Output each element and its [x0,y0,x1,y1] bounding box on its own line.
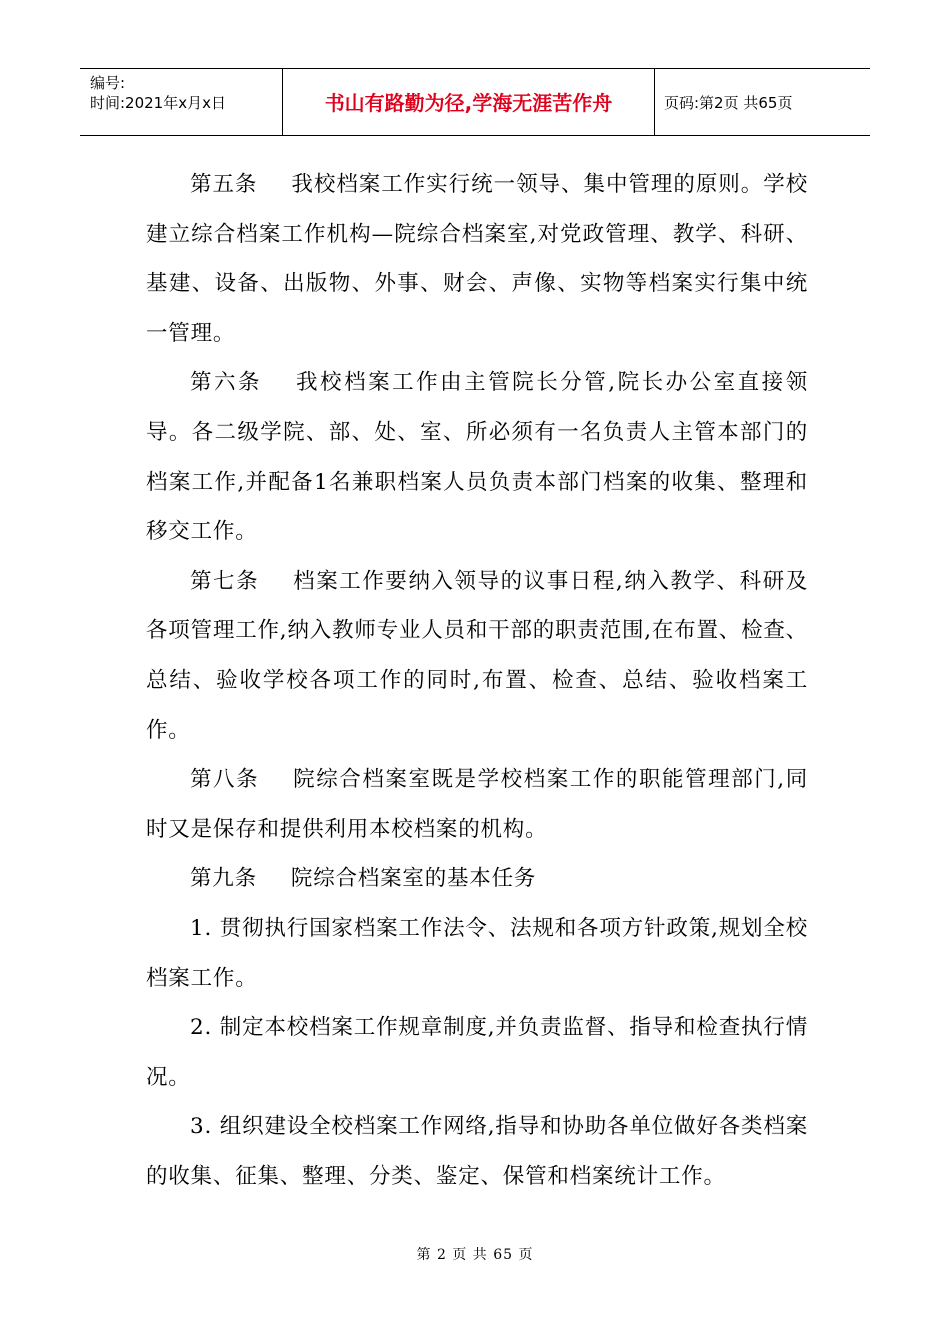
list-item-text: 3. 组织建设全校档案工作网络,指导和协助各单位做好各类档案的收集、征集、整理、分类、鉴定、保管和档案统计工作。 [146,1114,808,1189]
article-number: 第八条 [190,767,260,793]
header-divider [654,69,655,135]
paragraph [146,557,808,755]
header-meta [90,73,226,113]
article-number: 第五条 [190,172,258,197]
paragraph-text: 我校档案工作实行统一领导、集中管理的原则。学校建立综合档案工作机构—院综合档案室,对党政管理、教学、科研、基建、设备、出版物、外事、财会、声像、实物等档案实行集中统一管理。 [146,172,808,346]
document-number-label: 编号: [90,74,126,92]
document-body [146,160,808,1201]
header-motto: 书山有路勤为径,学海无涯苦作舟 [324,91,613,115]
list-item [146,1003,808,1102]
article-number: 第七条 [190,568,260,594]
document-date: 时间:2021年x月x日 [90,94,226,112]
page-header [80,68,870,136]
paragraph [146,160,808,358]
paragraph-text: 我校档案工作由主管院长分管,院长办公室直接领导。各二级学院、部、处、室、所必须有一名负责人主管本部门的档案工作,并配备1名兼职档案人员负责本部门档案的收集、整理和移交工作。 [146,370,808,545]
article-number: 第九条 [190,866,257,892]
paragraph [146,755,808,854]
list-item [146,904,808,1003]
list-item [146,1102,808,1201]
paragraph-text: 院综合档案室的基本任务 [290,866,537,892]
paragraph-text: 院综合档案室既是学校档案工作的职能管理部门,同时又是保存和提供利用本校档案的机构。 [146,767,808,842]
paragraph-text: 档案工作要纳入领导的议事日程,纳入教学、科研及各项管理工作,纳入教师专业人员和干部的职责范围,在布置、检查、总结、验收学校各项工作的同时,布置、检查、总结、验收档案工作。 [146,568,808,743]
article-number: 第六条 [190,370,263,396]
header-page-indicator: 页码:第2页 共65页 [664,94,793,112]
paragraph [146,854,808,904]
list-item-text: 2. 制定本校档案工作规章制度,并负责监督、指导和检查执行情况。 [146,1015,808,1090]
list-item-text: 1. 贯彻执行国家档案工作法令、法规和各项方针政策,规划全校档案工作。 [146,915,808,991]
paragraph [146,358,808,556]
page-footer: 第 2 页 共 65 页 [416,1247,534,1263]
